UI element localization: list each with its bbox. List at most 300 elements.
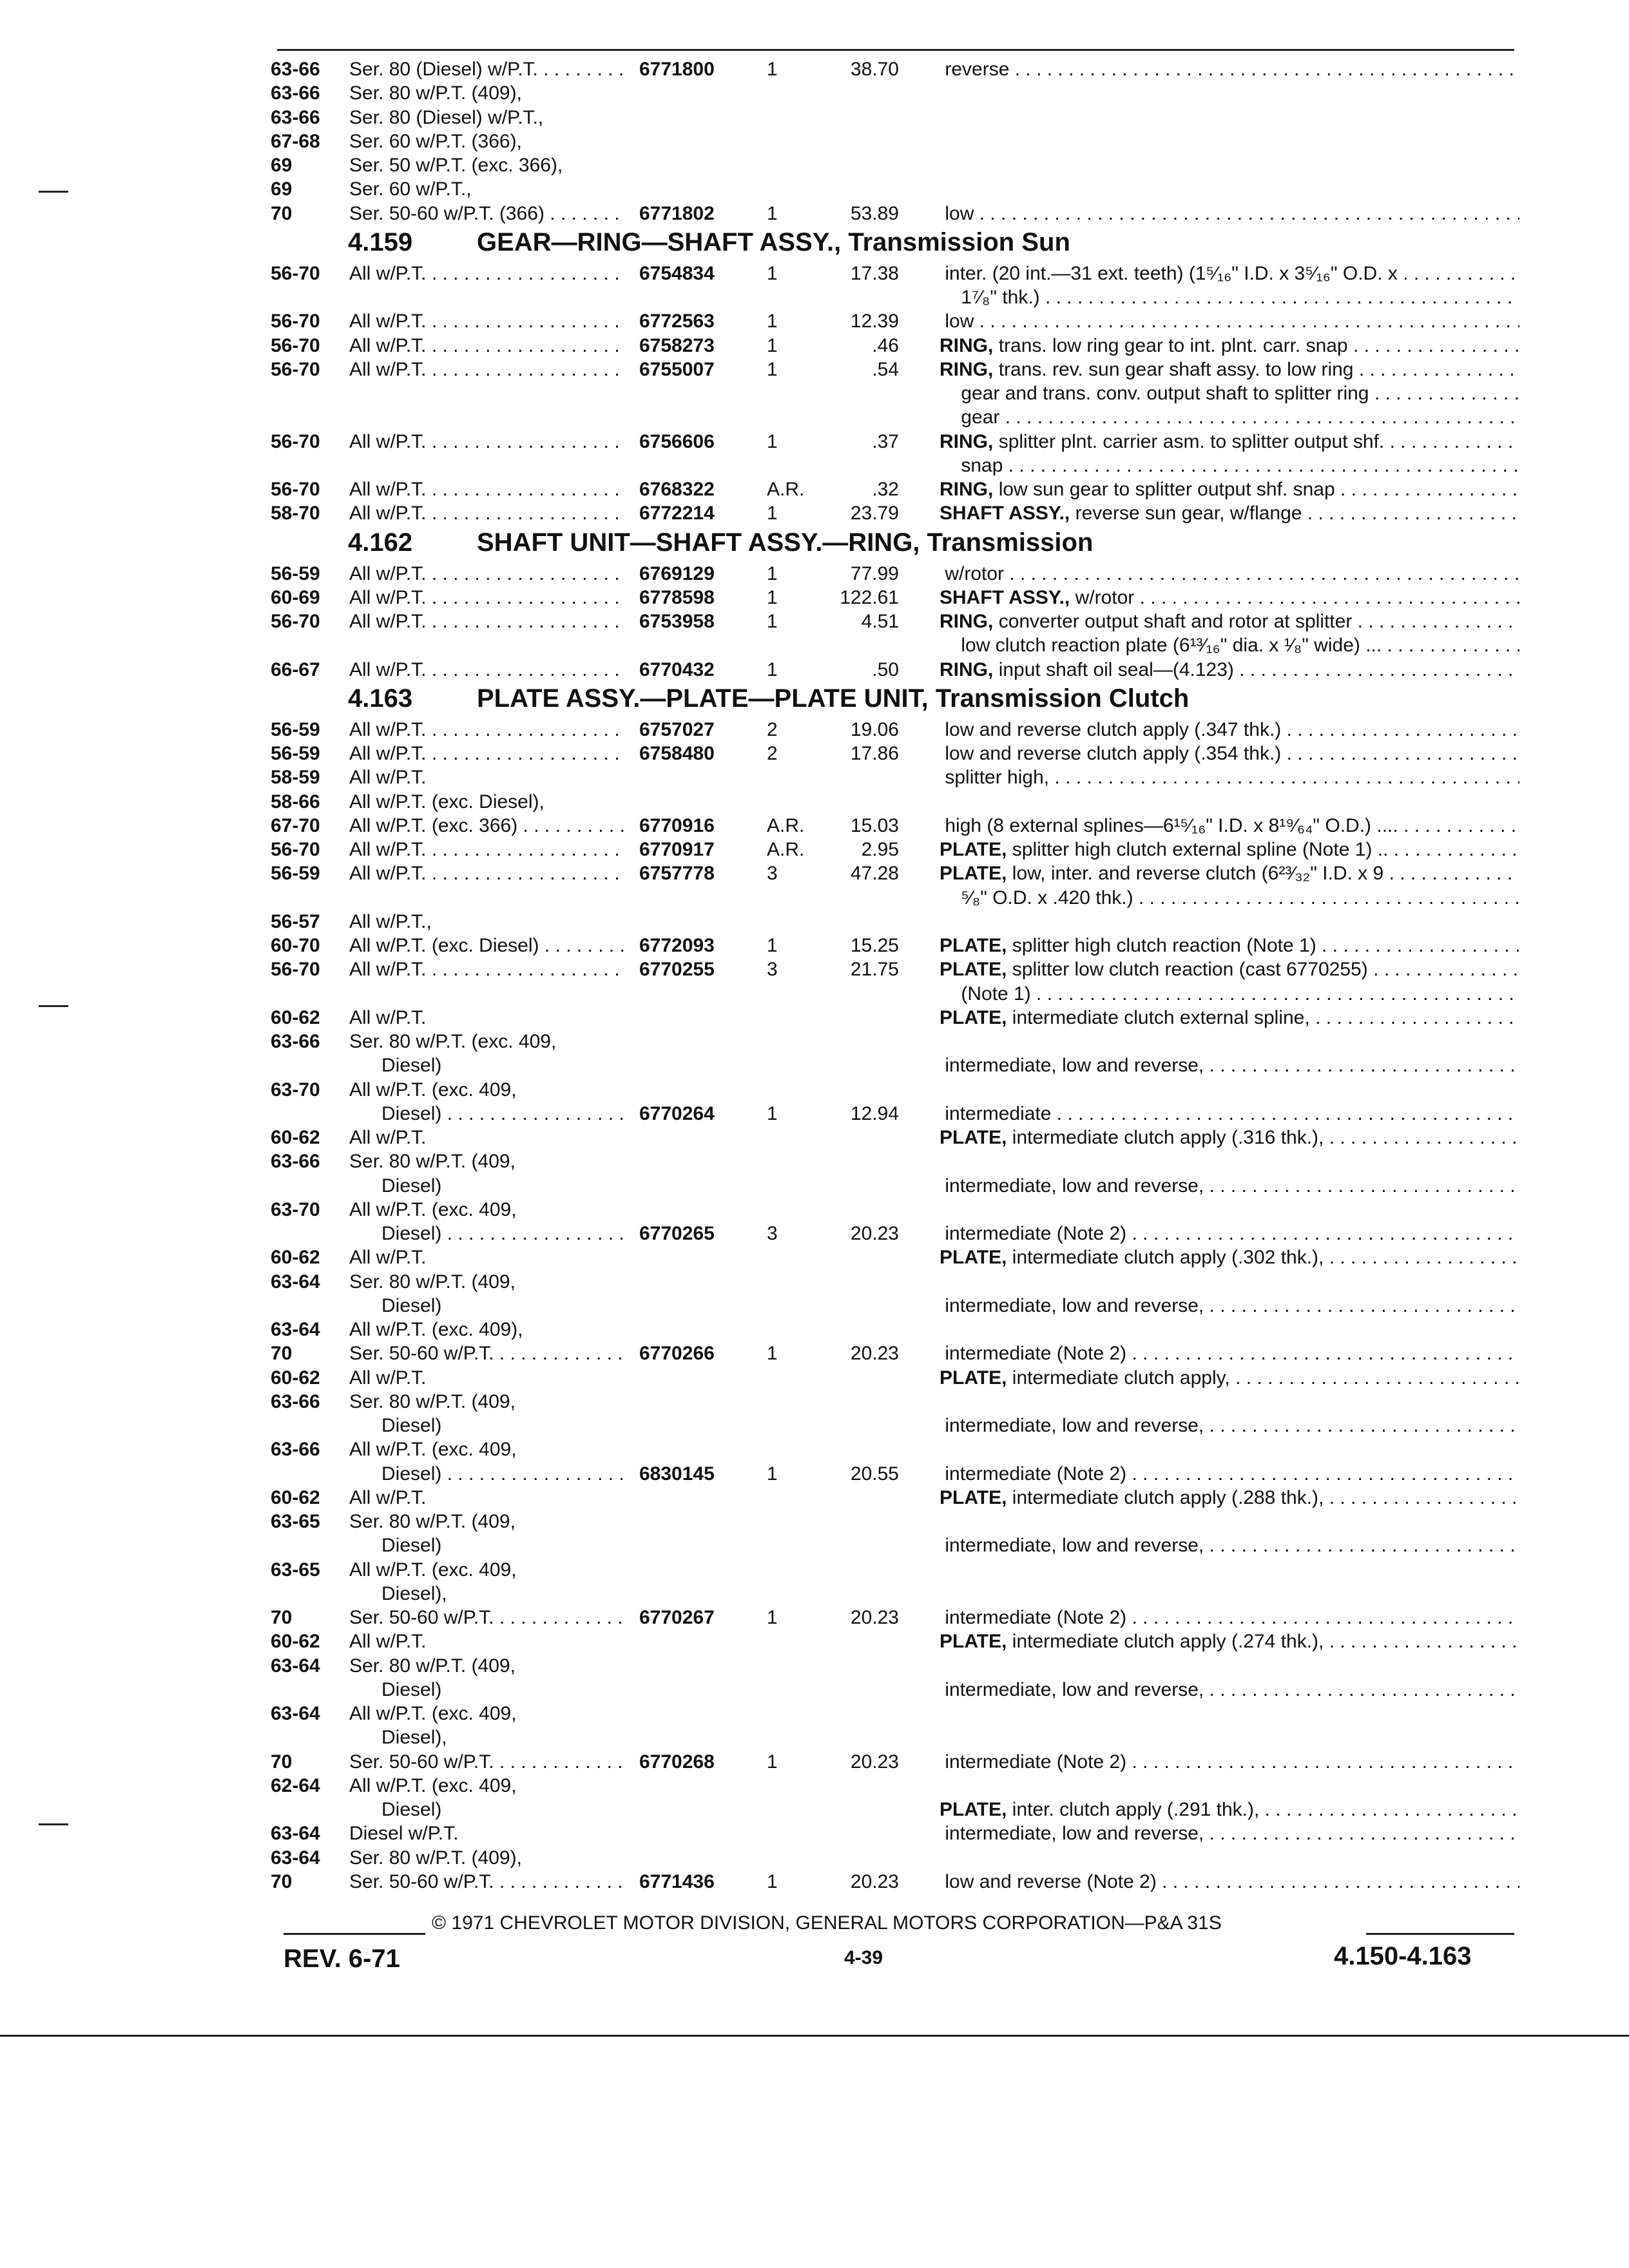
description-text: intermediate clutch external spline, (1012, 1006, 1310, 1028)
parts-row (271, 1150, 1521, 1173)
year-range: 58-59 (271, 767, 320, 789)
price: 20.23 (850, 1343, 899, 1365)
year-range: 56-70 (271, 479, 320, 500)
part-number: 6757027 (639, 718, 715, 740)
parts-row (271, 838, 1521, 861)
section-range: 4.150-4.163 (1334, 1942, 1472, 1970)
part-number: 6772093 (639, 935, 715, 956)
description (940, 1822, 1519, 1845)
parts-row (271, 1606, 1521, 1629)
model-application: Ser. 50 w/P.T. (exc. 366), (349, 155, 563, 176)
model-application: All w/P.T. . . . (349, 358, 626, 381)
model-application: All w/P.T. . . . (349, 838, 626, 861)
year-range: 56-59 (271, 562, 320, 584)
year-range: 63-66 (271, 59, 320, 80)
price: .50 (872, 658, 899, 680)
description (940, 838, 1519, 861)
description (940, 1030, 1519, 1053)
model-application: All w/P.T. (exc. 409, (349, 1439, 517, 1461)
description-text: splitter plnt. carrier asm. to splitter output shf. (998, 430, 1385, 452)
model-application: Diesel) (349, 1294, 442, 1316)
year-range: 63-65 (271, 1511, 320, 1532)
price: .37 (872, 430, 899, 452)
quantity: A.R. (767, 814, 805, 836)
footer-rule-right (1366, 1933, 1514, 1935)
section-title: GEAR—RING—SHAFT ASSY., Transmission Sun (477, 227, 1070, 256)
description-text: intermediate (Note 2) (945, 1751, 1127, 1773)
description-text: intermediate, low and reverse, (945, 1535, 1204, 1557)
parts-row (271, 1510, 1521, 1533)
description-text: splitter high clutch reaction (Note 1) (1012, 935, 1316, 956)
section-heading (348, 684, 1189, 713)
description (940, 1126, 1519, 1149)
section-title: PLATE ASSY.—PLATE—PLATE UNIT, Transmission Clutch (477, 684, 1190, 713)
description-text: splitter high, (945, 767, 1050, 789)
model-application: All w/P.T. (349, 1006, 427, 1028)
description (940, 478, 1519, 501)
description-keyword: PLATE, (940, 1367, 1007, 1389)
description-text: w/rotor (1075, 586, 1135, 608)
description-text: intermediate (945, 1102, 1052, 1124)
model-application: All w/P.T. . . . (349, 334, 626, 358)
description-text: reverse sun gear, w/flange (1075, 503, 1302, 524)
part-number: 6771436 (639, 1870, 715, 1892)
model-application: Ser. 80 w/P.T. (409, (349, 1151, 516, 1173)
footer-rule-left (284, 1933, 425, 1935)
description (940, 887, 1519, 910)
description-text: splitter high clutch external spline (Note 1) .. (1012, 839, 1389, 860)
model-application: Ser. 60 w/P.T., (349, 178, 472, 200)
year-range: 63-70 (271, 1198, 320, 1220)
parts-row (271, 742, 1521, 765)
model-application: All w/P.T. . . . (349, 862, 626, 885)
description-text: low (945, 202, 974, 224)
model-application: All w/P.T. . . . (349, 310, 626, 333)
description-text: intermediate, low and reverse, (945, 1055, 1204, 1077)
year-range: 63-66 (271, 1439, 320, 1461)
quantity: 3 (767, 959, 778, 981)
parts-row (271, 1655, 1521, 1678)
year-range: 63-64 (271, 1847, 320, 1869)
description (940, 1175, 1519, 1198)
price: 122.61 (840, 586, 899, 608)
description (940, 1079, 1519, 1102)
description-text: low and reverse (Note 2) (945, 1870, 1157, 1892)
description (940, 934, 1519, 957)
parts-row (271, 178, 1521, 201)
part-number: 6755007 (639, 358, 715, 380)
description (940, 502, 1519, 525)
parts-row (271, 1079, 1521, 1102)
model-application: All w/P.T. . . . (349, 718, 626, 742)
price: 15.03 (850, 814, 899, 836)
model-application: All w/P.T. . . . (349, 430, 626, 454)
quantity: 1 (767, 358, 778, 380)
part-number: 6758273 (639, 334, 715, 356)
description (940, 1798, 1519, 1821)
model-application: Ser. 80 w/P.T. (exc. 409, (349, 1031, 557, 1052)
price: 2.95 (861, 839, 899, 860)
parts-row (271, 334, 1521, 358)
quantity: 1 (767, 658, 778, 680)
year-range: 56-70 (271, 311, 320, 332)
description (940, 1342, 1519, 1365)
description-text: gear and trans. conv. output shaft to splitter ring (945, 383, 1369, 404)
quantity: 1 (767, 562, 778, 584)
price: 23.79 (850, 503, 899, 524)
description (940, 718, 1519, 742)
model-application: Diesel) . . . (349, 1222, 626, 1245)
description (940, 1294, 1519, 1318)
parts-row (271, 658, 1521, 682)
description-text: reverse (945, 59, 1010, 80)
description-text: splitter low clutch reaction (cast 6770255) (1012, 959, 1368, 981)
model-application: Ser. 50-60 w/P.T. . . . (349, 1751, 626, 1774)
model-application: All w/P.T., (349, 910, 432, 932)
quantity: 1 (767, 1751, 778, 1773)
parts-row (271, 262, 1521, 285)
model-application: All w/P.T. (exc. 409, (349, 1079, 517, 1100)
part-number: 6753958 (639, 611, 715, 632)
description (940, 202, 1519, 226)
parts-row (271, 1175, 1521, 1198)
margin-mark (39, 191, 68, 193)
section-number: 4.163 (348, 684, 413, 713)
parts-row (271, 610, 1521, 633)
description-keyword: RING, (940, 611, 994, 632)
top-rule (277, 49, 1514, 51)
year-range: 70 (271, 1751, 293, 1773)
year-range: 62-64 (271, 1774, 320, 1796)
description (940, 610, 1519, 633)
year-range: 58-70 (271, 503, 320, 524)
description-text: inter. clutch apply (.291 thk.), (1012, 1799, 1260, 1820)
description-text: intermediate, low and reverse, (945, 1823, 1204, 1845)
part-number: 6770266 (639, 1343, 715, 1365)
section-number: 4.162 (348, 528, 413, 557)
parts-row (271, 791, 1521, 814)
part-number: 6756606 (639, 430, 715, 452)
parts-row (271, 382, 1521, 405)
description (940, 1150, 1519, 1173)
model-application: All w/P.T. (exc. Diesel) . . . (349, 934, 626, 957)
price: 12.94 (850, 1102, 899, 1124)
description-text: trans. low ring gear to int. plnt. carr. snap (998, 334, 1348, 356)
part-number: 6770255 (639, 959, 715, 981)
description-text: input shaft oil seal—(4.123) (998, 658, 1234, 680)
description (940, 742, 1519, 765)
description (940, 658, 1519, 682)
description-text: low, inter. and reverse clutch (6²³⁄₃₂" I.D. x 9 (1012, 863, 1384, 885)
year-range: 63-64 (271, 1655, 320, 1677)
model-application: All w/P.T. (349, 1631, 427, 1653)
parts-row (271, 1559, 1521, 1582)
model-application: Diesel) (349, 1799, 442, 1820)
model-application: All w/P.T. . . . (349, 658, 626, 682)
quantity: 1 (767, 202, 778, 224)
description (940, 862, 1519, 885)
parts-row (271, 130, 1521, 153)
model-application: Ser. 80 (Diesel) w/P.T. . . . (349, 58, 626, 81)
model-application: Diesel w/P.T. (349, 1823, 459, 1845)
year-range: 60-62 (271, 1127, 320, 1148)
model-application: Ser. 80 w/P.T. (409, (349, 1390, 516, 1412)
quantity: 1 (767, 430, 778, 452)
model-application: All w/P.T. (exc. 409, (349, 1703, 517, 1724)
description-text: gear (945, 407, 1000, 428)
model-application: All w/P.T. (349, 1247, 427, 1269)
model-application: All w/P.T. (exc. 409), (349, 1319, 523, 1340)
description (940, 58, 1519, 81)
part-number: 6830145 (639, 1463, 715, 1485)
model-application: All w/P.T. (349, 767, 427, 789)
year-range: 56-59 (271, 863, 320, 885)
part-number: 6768322 (639, 479, 715, 500)
description (940, 1678, 1519, 1702)
year-range: 60-62 (271, 1486, 320, 1508)
revision-label: REV. 6-71 (284, 1945, 400, 1973)
description-text: converter output shaft and rotor at splitter (998, 611, 1353, 632)
description-keyword: PLATE, (940, 1799, 1007, 1820)
parts-row (271, 1318, 1521, 1341)
description (940, 1414, 1519, 1437)
description-text: intermediate clutch apply, (1012, 1367, 1230, 1389)
price: 17.86 (850, 743, 899, 764)
model-application: Diesel) (349, 1415, 442, 1436)
model-application: All w/P.T. . . . (349, 502, 626, 525)
description-text: 1⁷⁄₈" thk.) (945, 287, 1040, 308)
description (940, 106, 1519, 130)
description-text: low (945, 311, 974, 332)
model-application: Diesel) (349, 1678, 442, 1700)
year-range: 60-62 (271, 1247, 320, 1269)
model-application: Ser. 50-60 w/P.T. (366) . . . (349, 202, 626, 226)
year-range: 60-62 (271, 1367, 320, 1389)
year-range: 56-57 (271, 910, 320, 932)
parts-row (271, 1246, 1521, 1269)
quantity: 2 (767, 743, 778, 764)
part-number: 6770917 (639, 839, 715, 860)
part-number: 6771802 (639, 202, 715, 224)
model-application: Ser. 80 w/P.T. (409, (349, 1511, 516, 1532)
year-range: 56-70 (271, 959, 320, 981)
parts-row (271, 586, 1521, 610)
parts-row (271, 1534, 1521, 1557)
description (940, 1726, 1519, 1749)
parts-row (271, 1390, 1521, 1414)
model-application: Ser. 50-60 w/P.T. . . . (349, 1870, 626, 1894)
model-application: All w/P.T. (exc. 409, (349, 1198, 517, 1220)
description-text: intermediate, low and reverse, (945, 1294, 1204, 1316)
parts-row (271, 1822, 1521, 1845)
parts-row (271, 1582, 1521, 1606)
description (940, 562, 1519, 586)
description (940, 1630, 1519, 1653)
description-text: w/rotor (945, 562, 1005, 584)
part-number: 6770432 (639, 658, 715, 680)
description (940, 1318, 1519, 1341)
parts-row (271, 1847, 1521, 1870)
parts-row (271, 1126, 1521, 1149)
year-range: 63-70 (271, 1079, 320, 1100)
model-application: All w/P.T. (349, 1367, 427, 1389)
model-application: All w/P.T. . . . (349, 478, 626, 501)
year-range: 56-59 (271, 743, 320, 764)
description (940, 130, 1519, 153)
parts-row (271, 934, 1521, 957)
year-range: 56-70 (271, 334, 320, 356)
description-keyword: PLATE, (940, 1631, 1007, 1653)
description-text: intermediate clutch apply (.288 thk.), (1012, 1486, 1324, 1508)
model-application: All w/P.T. (exc. 366) . . . (349, 814, 626, 838)
parts-row (271, 82, 1521, 105)
description-keyword: SHAFT ASSY., (940, 586, 1070, 608)
quantity: 1 (767, 334, 778, 356)
parts-row (271, 983, 1521, 1006)
description (940, 1774, 1519, 1798)
section-heading (348, 528, 1093, 557)
model-application: All w/P.T. (exc. Diesel), (349, 791, 545, 812)
year-range: 60-70 (271, 935, 320, 956)
model-application: All w/P.T. (349, 1486, 427, 1508)
description-keyword: PLATE, (940, 1006, 1007, 1028)
copyright-line: © 1971 CHEVROLET MOTOR DIVISION, GENERAL MOTORS CORPORATION—P&A 31S (432, 1912, 1222, 1934)
year-range: 63-66 (271, 1031, 320, 1052)
price: 20.55 (850, 1463, 899, 1485)
price: 20.23 (850, 1870, 899, 1892)
margin-mark (39, 1005, 68, 1007)
part-number: 6772214 (639, 503, 715, 524)
price: 53.89 (850, 202, 899, 224)
price: 17.38 (850, 262, 899, 284)
part-number: 6770267 (639, 1607, 715, 1628)
description (940, 430, 1519, 454)
description-keyword: RING, (940, 479, 994, 500)
description-text: intermediate clutch apply (.274 thk.), (1012, 1631, 1324, 1653)
description-text: intermediate, low and reverse, (945, 1175, 1204, 1196)
model-application: Ser. 80 (Diesel) w/P.T., (349, 106, 544, 128)
price: 20.23 (850, 1751, 899, 1773)
model-application: All w/P.T. (349, 1127, 427, 1148)
parts-row (271, 406, 1521, 429)
description (940, 1246, 1519, 1269)
description-text: low clutch reaction plate (6¹³⁄₁₆" dia. x ¹⁄₈" wide) ... (945, 635, 1382, 657)
part-number: 6770268 (639, 1751, 715, 1773)
description-keyword: PLATE, (940, 959, 1007, 981)
model-application: All w/P.T. . . . (349, 562, 626, 586)
description-text: intermediate, low and reverse, (945, 1678, 1204, 1700)
quantity: 1 (767, 586, 778, 608)
description (940, 1271, 1519, 1294)
description (940, 1655, 1519, 1678)
parts-row (271, 1870, 1521, 1894)
price: .54 (872, 358, 899, 380)
parts-row (271, 1726, 1521, 1749)
description-text: inter. (20 int.—31 ext. teeth) (1⁵⁄₁₆" I.D. x 3⁵⁄₁₆" O.D. x (945, 262, 1398, 284)
quantity: 1 (767, 311, 778, 332)
parts-row (271, 910, 1521, 934)
parts-row (271, 1678, 1521, 1702)
parts-row (271, 814, 1521, 838)
part-number: 6758480 (639, 743, 715, 764)
parts-row (271, 1486, 1521, 1510)
description (940, 154, 1519, 177)
parts-row (271, 1702, 1521, 1725)
year-range: 56-70 (271, 430, 320, 452)
model-application: Ser. 80 w/P.T. (409), (349, 82, 522, 104)
quantity: 1 (767, 59, 778, 80)
year-range: 70 (271, 1870, 293, 1892)
model-application: Ser. 80 w/P.T. (409, (349, 1271, 516, 1293)
bottom-rule (0, 2035, 1629, 2037)
year-range: 70 (271, 1343, 293, 1365)
description (940, 634, 1519, 657)
parts-row (271, 1798, 1521, 1821)
description (940, 262, 1519, 285)
quantity: A.R. (767, 479, 805, 500)
price: 12.39 (850, 311, 899, 332)
quantity: 1 (767, 611, 778, 632)
description (940, 454, 1519, 477)
description (940, 1222, 1519, 1245)
description (940, 310, 1519, 333)
description (940, 1870, 1519, 1894)
description (940, 1751, 1519, 1774)
year-range: 56-70 (271, 611, 320, 632)
description (940, 586, 1519, 610)
description-keyword: RING, (940, 430, 994, 452)
part-number: 6770264 (639, 1102, 715, 1124)
description-text: low and reverse clutch apply (.347 thk.) (945, 718, 1282, 740)
parts-row (271, 1271, 1521, 1294)
parts-row (271, 310, 1521, 333)
description (940, 1390, 1519, 1414)
model-application: Diesel) (349, 1175, 442, 1196)
year-range: 63-66 (271, 1390, 320, 1412)
description (940, 1534, 1519, 1557)
section-number: 4.159 (348, 227, 413, 256)
part-number: 6770265 (639, 1223, 715, 1244)
parts-row (271, 766, 1521, 789)
price: 77.99 (850, 562, 899, 584)
parts-row (271, 502, 1521, 525)
parts-row (271, 1367, 1521, 1390)
description-keyword: RING, (940, 334, 994, 356)
year-range: 70 (271, 202, 293, 224)
model-application: Diesel), (349, 1582, 447, 1604)
model-application: Diesel) . . . (349, 1463, 626, 1486)
year-range: 63-66 (271, 82, 320, 104)
description (940, 1559, 1519, 1582)
description (940, 1582, 1519, 1606)
model-application: Diesel), (349, 1727, 447, 1749)
parts-row (271, 454, 1521, 477)
part-number: 6778598 (639, 586, 715, 608)
description (940, 286, 1519, 309)
description (940, 1367, 1519, 1390)
description (940, 910, 1519, 934)
description (940, 82, 1519, 105)
price: 15.25 (850, 935, 899, 956)
price: 20.23 (850, 1223, 899, 1244)
description (940, 1438, 1519, 1461)
description-text: intermediate, low and reverse, (945, 1415, 1204, 1436)
description-text: intermediate (Note 2) (945, 1223, 1127, 1244)
description-text: ⁵⁄₈" O.D. x .420 thk.) (945, 887, 1133, 908)
year-range: 58-66 (271, 791, 320, 812)
part-number: 6770916 (639, 814, 715, 836)
description-keyword: PLATE, (940, 863, 1007, 885)
